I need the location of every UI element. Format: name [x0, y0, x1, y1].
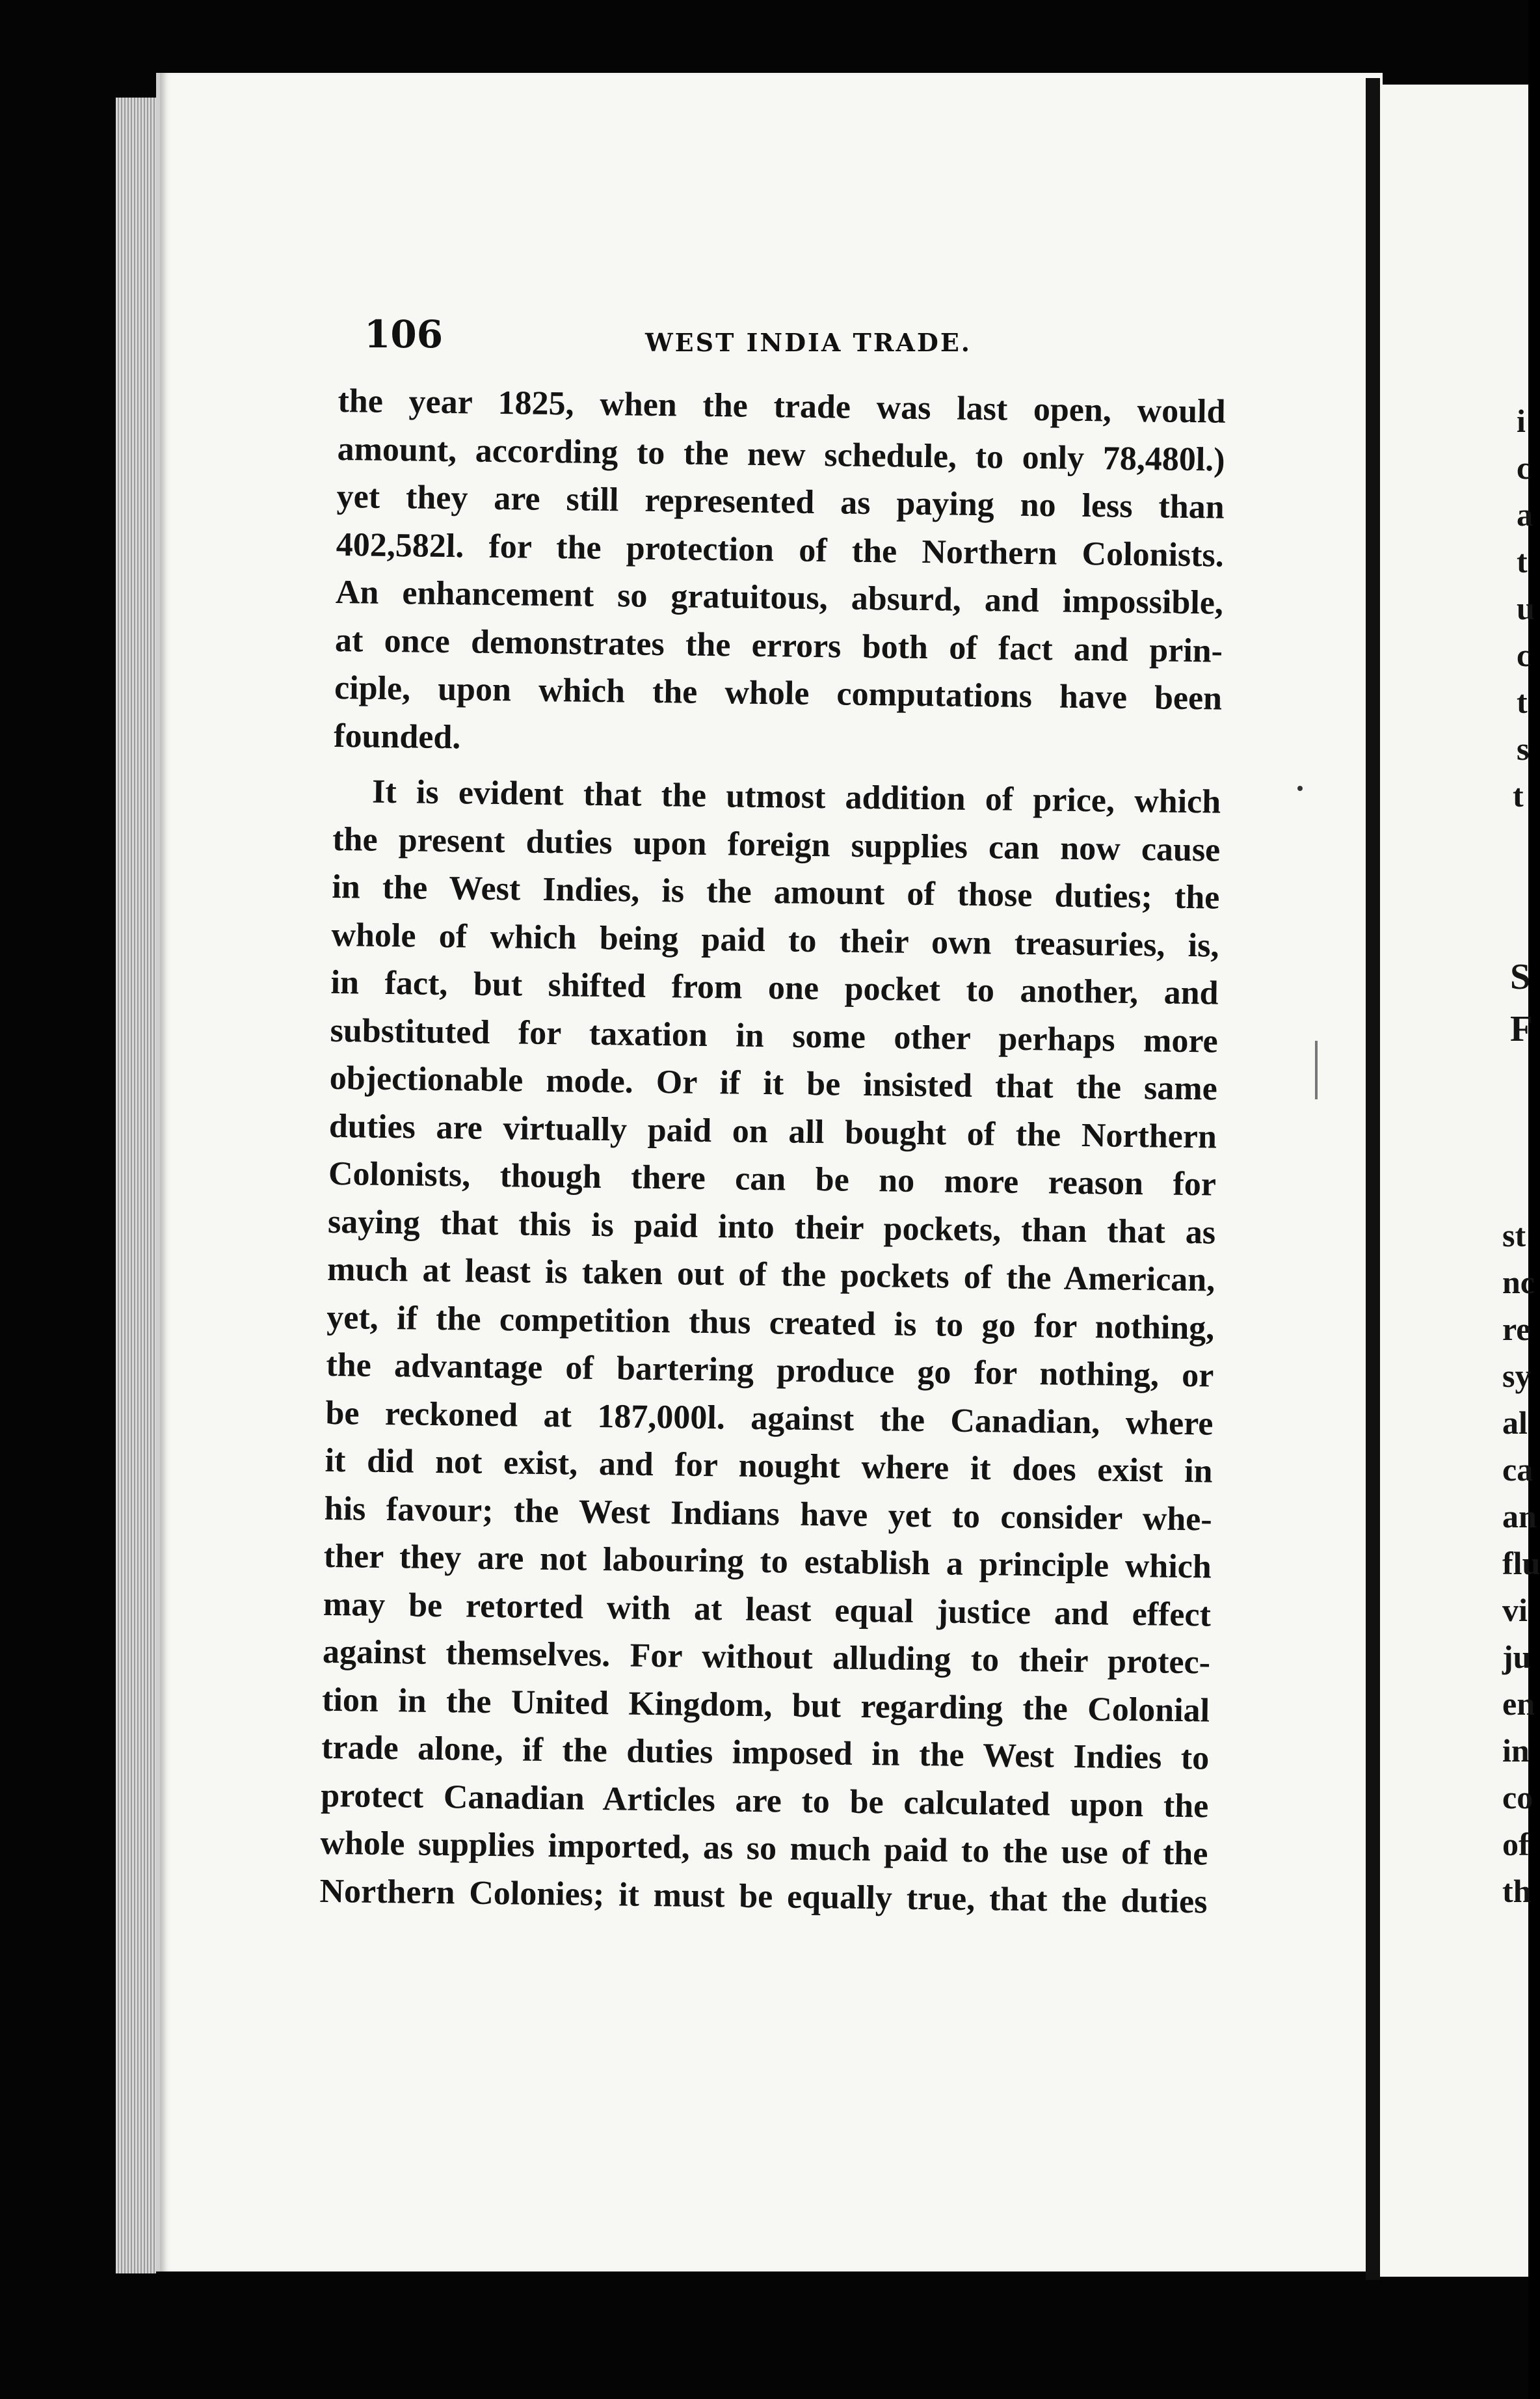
text-line: whole of which being paid to their own treasuries, is,	[331, 916, 1219, 965]
text-line: his favour; the West Indians have yet to consider whe-	[324, 1490, 1213, 1538]
facing-fragment: th	[1502, 1873, 1532, 1909]
facing-fragment: i	[1517, 403, 1526, 439]
facing-fragment: ju	[1502, 1639, 1532, 1675]
text-line: founded.	[333, 717, 461, 756]
page-edge-stack	[116, 98, 156, 2273]
facing-fragment: ca	[1502, 1451, 1533, 1488]
text-line: in the West Indies, is the amount of those duties; the	[332, 868, 1220, 917]
text-line: amount, according to the new schedule, to only 78,480l.)	[337, 430, 1225, 479]
facing-fragment: co	[1502, 1779, 1533, 1816]
facing-fragment: re	[1502, 1311, 1531, 1347]
facing-fragment: an	[1502, 1498, 1537, 1535]
facing-fragment: in	[1502, 1732, 1530, 1769]
text-line: Colonists, though there can be no more reason for	[328, 1155, 1217, 1203]
text-line: duties are virtually paid on all bought of the Northern	[328, 1107, 1217, 1156]
text-line: 402,582l. for the protection of the Northern Colonists.	[336, 526, 1225, 574]
text-line: be reckoned at 187,000l. against the Canadian, where	[325, 1394, 1214, 1443]
facing-fragment: u	[1517, 590, 1535, 626]
text-line: protect Canadian Articles are to be calculated upon the	[321, 1776, 1209, 1825]
text-line: It is evident that the utmost addition of price, which	[371, 773, 1221, 821]
text-line: Northern Colonies; it must be equally true, that the duties	[319, 1872, 1208, 1921]
facing-fragment: al	[1502, 1404, 1528, 1441]
facing-fragment: flu	[1502, 1545, 1540, 1581]
text-line: objectionable mode. Or if it be insisted that the same	[329, 1059, 1218, 1108]
facing-fragment: t	[1513, 777, 1524, 814]
facing-heading-fragment: S	[1510, 957, 1531, 997]
facing-fragment: s	[1517, 730, 1530, 767]
text-line: tion in the United Kingdom, but regarding the Colonial	[321, 1681, 1210, 1730]
text-line: substituted for taxation in some other perhaps more	[330, 1012, 1218, 1060]
facing-fragment: c	[1517, 637, 1532, 673]
text-line: at once demonstrates the errors both of fact and prin-	[334, 621, 1223, 670]
text-line: ciple, upon which the whole computations have been	[334, 669, 1223, 717]
text-line: the advantage of bartering produce go for nothing, or	[326, 1346, 1214, 1395]
facing-fragment: t	[1517, 543, 1528, 580]
running-title: WEST INDIA TRADE.	[645, 328, 972, 357]
book-gutter	[1366, 78, 1380, 2280]
text-line: may be retorted with at least equal justice and effect	[323, 1585, 1212, 1634]
text-line: whole supplies imported, as so much paid to the use of the	[320, 1824, 1208, 1873]
text-line: An enhancement so gratuitous, absurd, and impossible,	[335, 573, 1224, 622]
facing-fragment: t	[1517, 684, 1528, 720]
facing-fragment: of	[1502, 1826, 1530, 1862]
facing-page	[1380, 85, 1531, 2277]
stray-dot	[1297, 786, 1303, 791]
text-line: much at least is taken out of the pockets of the American,	[326, 1250, 1215, 1299]
facing-fragment: vi	[1502, 1592, 1528, 1628]
text-line: yet they are still represented as paying no less than	[336, 477, 1225, 526]
body-text	[319, 377, 1226, 1925]
text-line: trade alone, if the duties imposed in the West Indies to	[321, 1728, 1210, 1777]
text-line: in fact, but shifted from one pocket to another, and	[330, 963, 1219, 1012]
text-line: ther they are not labouring to establish a principle which	[323, 1537, 1212, 1586]
facing-fragment: a	[1517, 496, 1533, 533]
text-line: yet, if the competition thus created is to go for nothing,	[326, 1298, 1215, 1347]
facing-fragment: c	[1517, 449, 1532, 486]
facing-heading-fragment: F	[1510, 1009, 1533, 1049]
text-line: saying that this is paid into their pockets, than that as	[327, 1203, 1216, 1252]
facing-fragment: sy	[1502, 1358, 1532, 1394]
text-line: against themselves. For without alluding to their protec-	[322, 1633, 1211, 1682]
stray-line	[1315, 1041, 1318, 1099]
facing-fragment: st	[1502, 1217, 1526, 1253]
text-line: the year 1825, when the trade was last open, would	[338, 382, 1226, 431]
page-number: 106	[364, 312, 444, 356]
text-line: it did not exist, and for nought where it does exist in	[325, 1441, 1213, 1490]
text-line: the present duties upon foreign supplies can now cause	[332, 820, 1221, 869]
facing-fragment: en	[1502, 1685, 1535, 1722]
facing-fragment: nc	[1502, 1264, 1535, 1300]
